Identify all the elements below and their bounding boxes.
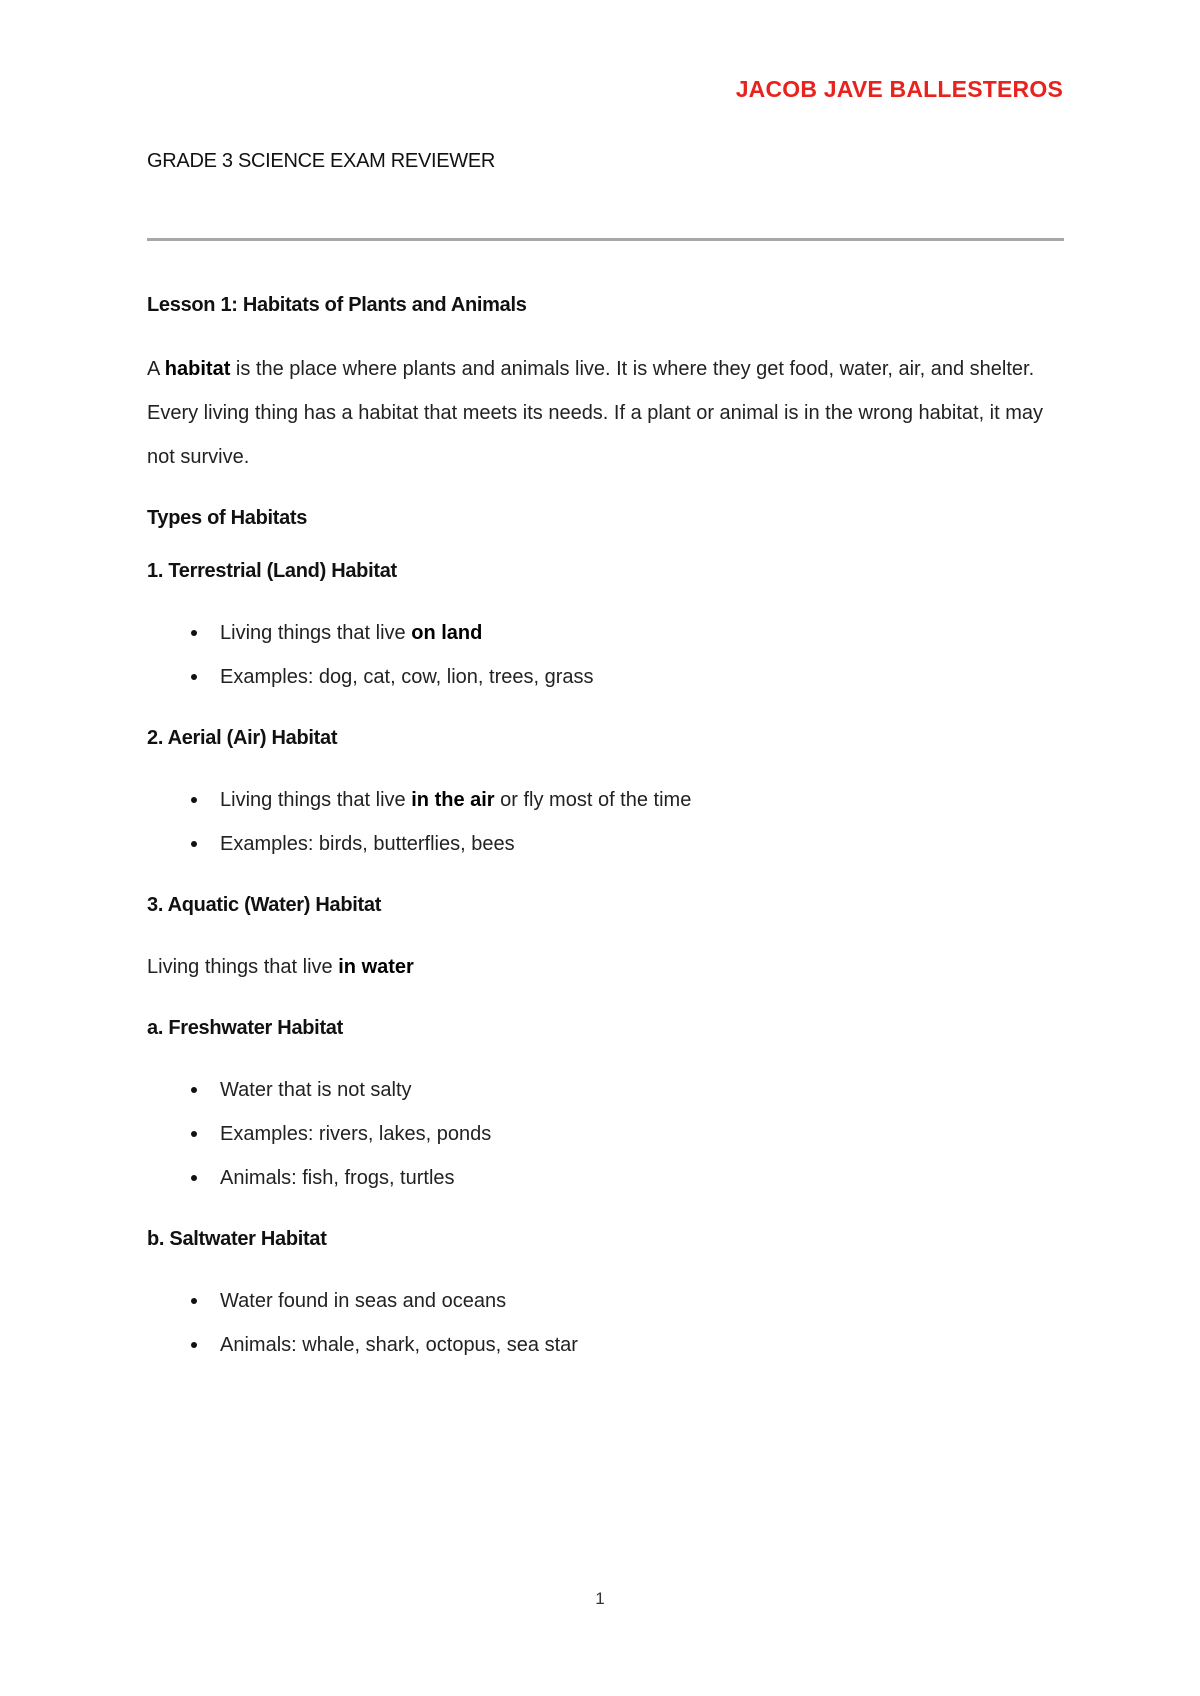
aerial-b1-bold: in the air: [411, 789, 495, 811]
aerial-b1-text: Living things that live: [220, 789, 412, 811]
list-item: [147, 1156, 1064, 1200]
terrestrial-heading: 1. Terrestrial (Land) Habitat: [147, 560, 397, 582]
bullet-icon: [191, 1298, 197, 1304]
bullet-icon: [191, 1175, 197, 1181]
bullet-icon: [191, 1087, 197, 1093]
bullet-icon: [191, 674, 197, 680]
types-heading: Types of Habitats: [147, 507, 308, 529]
list-item: [147, 655, 1064, 699]
aerial-list: [147, 778, 1064, 866]
lesson-heading: Lesson 1: Habitats of Plants and Animals: [147, 294, 527, 316]
saltwater-b1-text: Water found in seas and oceans: [220, 1290, 507, 1312]
saltwater-list: [147, 1279, 1064, 1367]
intro-keyword-habitat: habitat: [164, 358, 231, 380]
saltwater-heading: b. Saltwater Habitat: [147, 1228, 327, 1250]
list-item: [147, 1068, 1064, 1112]
bullet-icon: [191, 1342, 197, 1348]
aerial-b2-text: Examples: birds, butterflies, bees: [220, 833, 515, 855]
freshwater-b1-text: Water that is not salty: [220, 1079, 412, 1101]
aquatic-line-bold: in water: [338, 956, 414, 978]
terrestrial-b1-text: Living things that live: [220, 622, 412, 644]
saltwater-b2-text: Animals: whale, shark, octopus, sea star: [220, 1334, 578, 1356]
freshwater-b3-text: Animals: fish, frogs, turtles: [220, 1167, 455, 1189]
terrestrial-b2-text: Examples: dog, cat, cow, lion, trees, grass: [220, 666, 594, 688]
list-item: [147, 822, 1064, 866]
aerial-heading: 2. Aerial (Air) Habitat: [147, 727, 338, 749]
bullet-icon: [191, 797, 197, 803]
document-title: GRADE 3 SCIENCE EXAM REVIEWER: [147, 150, 496, 172]
bullet-icon: [191, 630, 197, 636]
aerial-b1-post: or fly most of the time: [494, 789, 692, 811]
freshwater-heading: a. Freshwater Habitat: [147, 1017, 343, 1039]
list-item: [147, 611, 1064, 655]
horizontal-divider: [147, 238, 1064, 241]
habitat-definition-paragraph: [147, 347, 1064, 479]
author-name: JACOB JAVE BALLESTEROS: [735, 76, 1063, 102]
list-item: [147, 778, 1064, 822]
bullet-icon: [191, 841, 197, 847]
intro-text-rest: is the place where plants and animals live. It is where they get food, water, air, and shelter. Every living thing has a habitat that meets its needs. If a plant or animal is in the wrong habitat, it may not survive.: [147, 358, 1044, 468]
terrestrial-b1-bold: on land: [411, 622, 483, 644]
list-item: [147, 1112, 1064, 1156]
list-item: [147, 1279, 1064, 1323]
aquatic-description: [147, 945, 1064, 989]
intro-text-a: A: [147, 358, 165, 380]
terrestrial-list: [147, 611, 1064, 699]
aquatic-line-text: Living things that live: [147, 956, 339, 978]
aquatic-heading: 3. Aquatic (Water) Habitat: [147, 894, 382, 916]
page-number: 1: [595, 1589, 605, 1608]
freshwater-b2-text: Examples: rivers, lakes, ponds: [220, 1123, 492, 1145]
freshwater-list: [147, 1068, 1064, 1200]
list-item: [147, 1323, 1064, 1367]
document-body: [147, 294, 1064, 1367]
bullet-icon: [191, 1131, 197, 1137]
